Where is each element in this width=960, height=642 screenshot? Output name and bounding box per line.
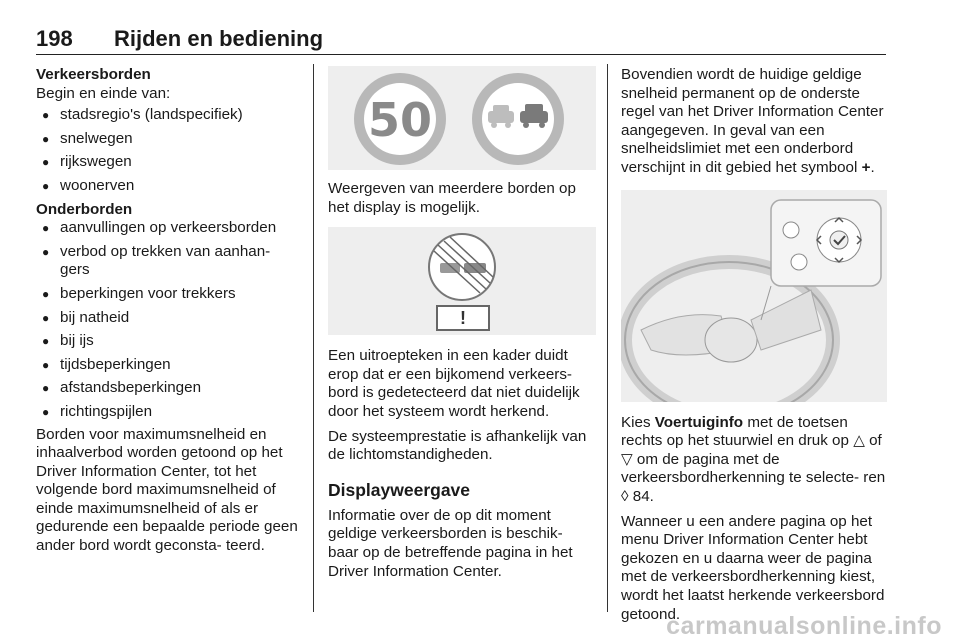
kies-text-3: om de pagina met de verkeersbordherkenning te selecte- ren — [621, 450, 886, 487]
chapter-title: Rijden en bediening — [114, 26, 324, 51]
figure-steering-wheel — [621, 190, 887, 402]
up-triangle-icon: △ — [853, 432, 865, 450]
column-2 — [328, 66, 596, 581]
list-item: ● beperkingen voor trekkers — [36, 285, 302, 304]
page-header — [36, 26, 886, 55]
list-item: ● verbod op trekken van aanhan- gers — [36, 243, 302, 280]
list-item: ● rijkswegen — [36, 153, 302, 172]
list-item: ● bij ijs — [36, 332, 302, 351]
of-text: of — [869, 432, 882, 450]
kies-text: Kies — [621, 413, 651, 431]
column-1 — [36, 66, 302, 556]
page-number: 198 — [36, 26, 73, 51]
watermark: carmanualsonline.info — [666, 612, 942, 640]
paragraph-uitroepteken: Een uitroepteken in een kader duidt erop dat er een bijkomend verkeers- bord is gedetecteerd dat niet duidelijk door het systeem wordt herkend. — [328, 347, 580, 420]
column-divider-1 — [313, 64, 314, 612]
speed-limit-value: 50 — [367, 93, 433, 147]
list-item: ● aanvullingen op verkeersborden — [36, 219, 302, 238]
paragraph-wanneer: Wanneer u een andere pagina op het menu Driver Information Center hebt gekozen en u daarna weer de pagina met de verkeersbordherkenning kiest, wordt het laatst herkende verkeersbord getoond. — [621, 512, 885, 623]
period: . — [870, 158, 875, 176]
list-item: ● tijdsbeperkingen — [36, 356, 302, 375]
list-item: ● stadsregio's (landspecifiek) — [36, 106, 302, 125]
intro-text: Begin en einde van: — [36, 84, 171, 102]
list-item: ● woonerven — [36, 177, 302, 196]
paragraph-systeemprestatie: De systeemprestatie is afhankelijk van de lichtomstandigheden. — [328, 427, 587, 464]
list-item: ● afstandsbeperkingen — [36, 379, 302, 398]
page-reference[interactable]: 84. — [632, 487, 654, 505]
no-overtaking-sign — [468, 69, 568, 169]
steering-wheel-controls — [621, 190, 887, 402]
figure-speed-signs — [328, 66, 596, 170]
page-reference-icon: ◊ — [621, 487, 629, 505]
down-triangle-icon: ▽ — [621, 450, 633, 468]
heading-onderborden: Onderborden — [36, 200, 133, 218]
voertuiginfo-label: Voertuiginfo — [654, 413, 744, 431]
paragraph-meerdere-borden: Weergeven van meerdere borden op het display is mogelijk. — [328, 180, 576, 216]
list-item: ● snelwegen — [36, 130, 302, 149]
list-item: ● bij natheid — [36, 309, 302, 328]
heading-displayweergave: Displayweergave — [328, 479, 471, 500]
column-divider-2 — [607, 64, 608, 612]
list-item: ● richtingspijlen — [36, 403, 302, 422]
paragraph-kies — [621, 414, 887, 507]
figure-end-signs — [328, 227, 596, 335]
column-3 — [621, 66, 887, 624]
paragraph-bovendien — [621, 66, 887, 178]
paragraph-maximumsnelheid: Borden voor maximumsnelheid en inhaalverbod worden getoond op het Driver Information Center, tot het volgende bord maximumsnelheid of einde maximumsnelheid of als er gedurende een bepaalde periode geen ander bord wordt geconsta- teerd. — [36, 425, 298, 555]
plus-symbol: + — [861, 158, 871, 176]
list-begin-einde — [36, 106, 302, 195]
list-onderborden — [36, 219, 302, 421]
kies-text-2: met de toetsen rechts op het stuurwiel en druk op — [621, 413, 849, 450]
paragraph-bovendien-text: Bovendien wordt de huidige geldige snelheid permanent op de onderste regel van het Driver Information Center aangegeven. In geval van een snelheidslimiet met een onderbord verschijnt in dit gebied het symbool — [621, 66, 884, 176]
paragraph-informatie: Informatie over de op dit moment geldige verkeersborden is beschik- baar op de betreffende pagina in het Driver Information Center. — [328, 506, 573, 580]
exclamation-box-sign: ! — [436, 305, 490, 331]
heading-verkeersborden: Verkeersborden — [36, 66, 151, 83]
